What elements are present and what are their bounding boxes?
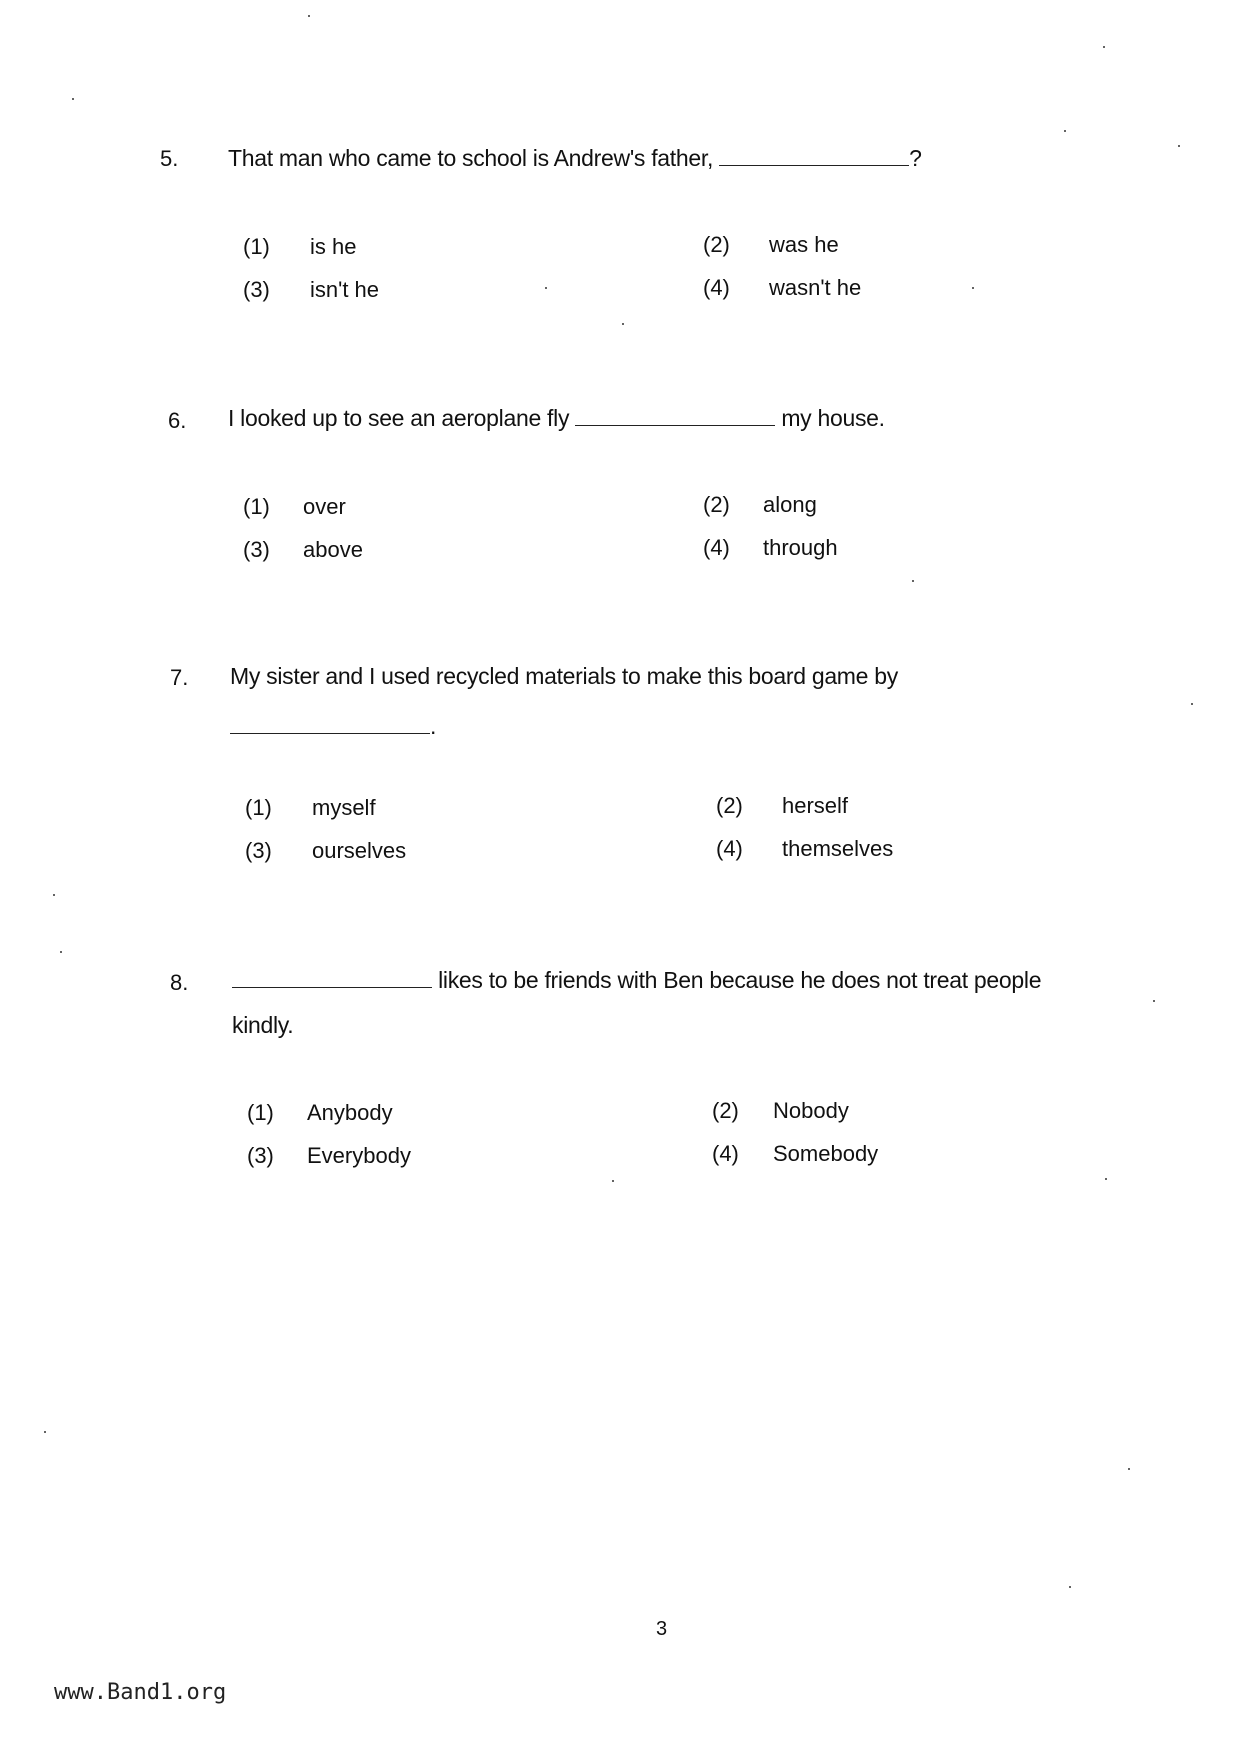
website-watermark: www.Band1.org: [54, 1680, 227, 1705]
answer-blank: [575, 407, 775, 426]
question-number: 7.: [170, 665, 189, 690]
option-text: above: [303, 537, 363, 562]
answer-blank: [232, 969, 432, 988]
option-number: (4): [703, 535, 730, 560]
option-text: herself: [782, 793, 849, 818]
speck: [60, 951, 62, 953]
speck: [1191, 703, 1193, 705]
speck: [1064, 130, 1066, 132]
option-number: (3): [245, 838, 272, 863]
question-stem-line1: [232, 967, 1041, 994]
stem-text: That man who came to school is Andrew's father,: [228, 145, 714, 171]
speck: [972, 287, 974, 289]
option-text: Anybody: [307, 1100, 393, 1125]
option-number: (1): [243, 234, 270, 259]
speck: [72, 98, 74, 100]
option-text: themselves: [782, 836, 894, 861]
option-text: myself: [312, 795, 376, 820]
option-text: over: [303, 494, 346, 519]
speck: [1069, 1586, 1071, 1588]
option-text: Somebody: [773, 1141, 879, 1166]
question-stem: [228, 145, 922, 172]
question-number: 5.: [160, 146, 179, 171]
option-text: Everybody: [307, 1143, 411, 1168]
option-text: Nobody: [773, 1098, 849, 1123]
option-number: (2): [712, 1098, 739, 1123]
question-stem-line2: kindly.: [232, 1012, 294, 1038]
option-number: (2): [703, 232, 730, 257]
speck: [44, 1431, 46, 1433]
speck: [1103, 46, 1105, 48]
question-stem: [228, 405, 885, 432]
speck: [912, 580, 914, 582]
answer-blank: [230, 715, 430, 734]
option-number: (3): [247, 1143, 274, 1168]
speck: [1128, 1468, 1130, 1470]
option-number: (4): [712, 1141, 739, 1166]
option-number: (3): [243, 537, 270, 562]
stem-text: I looked up to see an aeroplane fly: [228, 405, 570, 431]
option-text: through: [763, 535, 838, 560]
option-text: wasn't he: [769, 275, 862, 300]
option-number: (1): [245, 795, 272, 820]
option-text: isn't he: [310, 277, 380, 302]
option-text: ourselves: [312, 838, 407, 863]
speck: [1153, 1000, 1155, 1002]
stem-text-end: my house.: [781, 405, 885, 431]
question-stem-line1: My sister and I used recycled materials to make this board game by: [230, 663, 898, 689]
option-number: (2): [703, 492, 730, 517]
option-number: (1): [247, 1100, 274, 1125]
speck: [53, 894, 55, 896]
speck: [612, 1180, 614, 1182]
stem-text-end: .: [430, 713, 437, 739]
speck: [545, 287, 547, 289]
page-number: 3: [656, 1618, 668, 1640]
option-number: (2): [716, 793, 743, 818]
stem-text-end: ?: [909, 145, 922, 171]
speck: [622, 323, 624, 325]
answer-blank: [719, 147, 909, 166]
question-number: 8.: [170, 970, 189, 995]
option-number: (3): [243, 277, 270, 302]
speck: [1178, 145, 1180, 147]
option-number: (4): [716, 836, 743, 861]
question-number: 6.: [168, 408, 187, 433]
question-stem-line2: [230, 713, 436, 740]
option-number: (4): [703, 275, 730, 300]
option-text: along: [763, 492, 817, 517]
option-text: is he: [310, 234, 357, 259]
option-text: was he: [769, 232, 839, 257]
speck: [1105, 1178, 1107, 1180]
speck: [308, 15, 310, 17]
option-number: (1): [243, 494, 270, 519]
stem-text: likes to be friends with Ben because he does not treat people: [438, 967, 1042, 993]
